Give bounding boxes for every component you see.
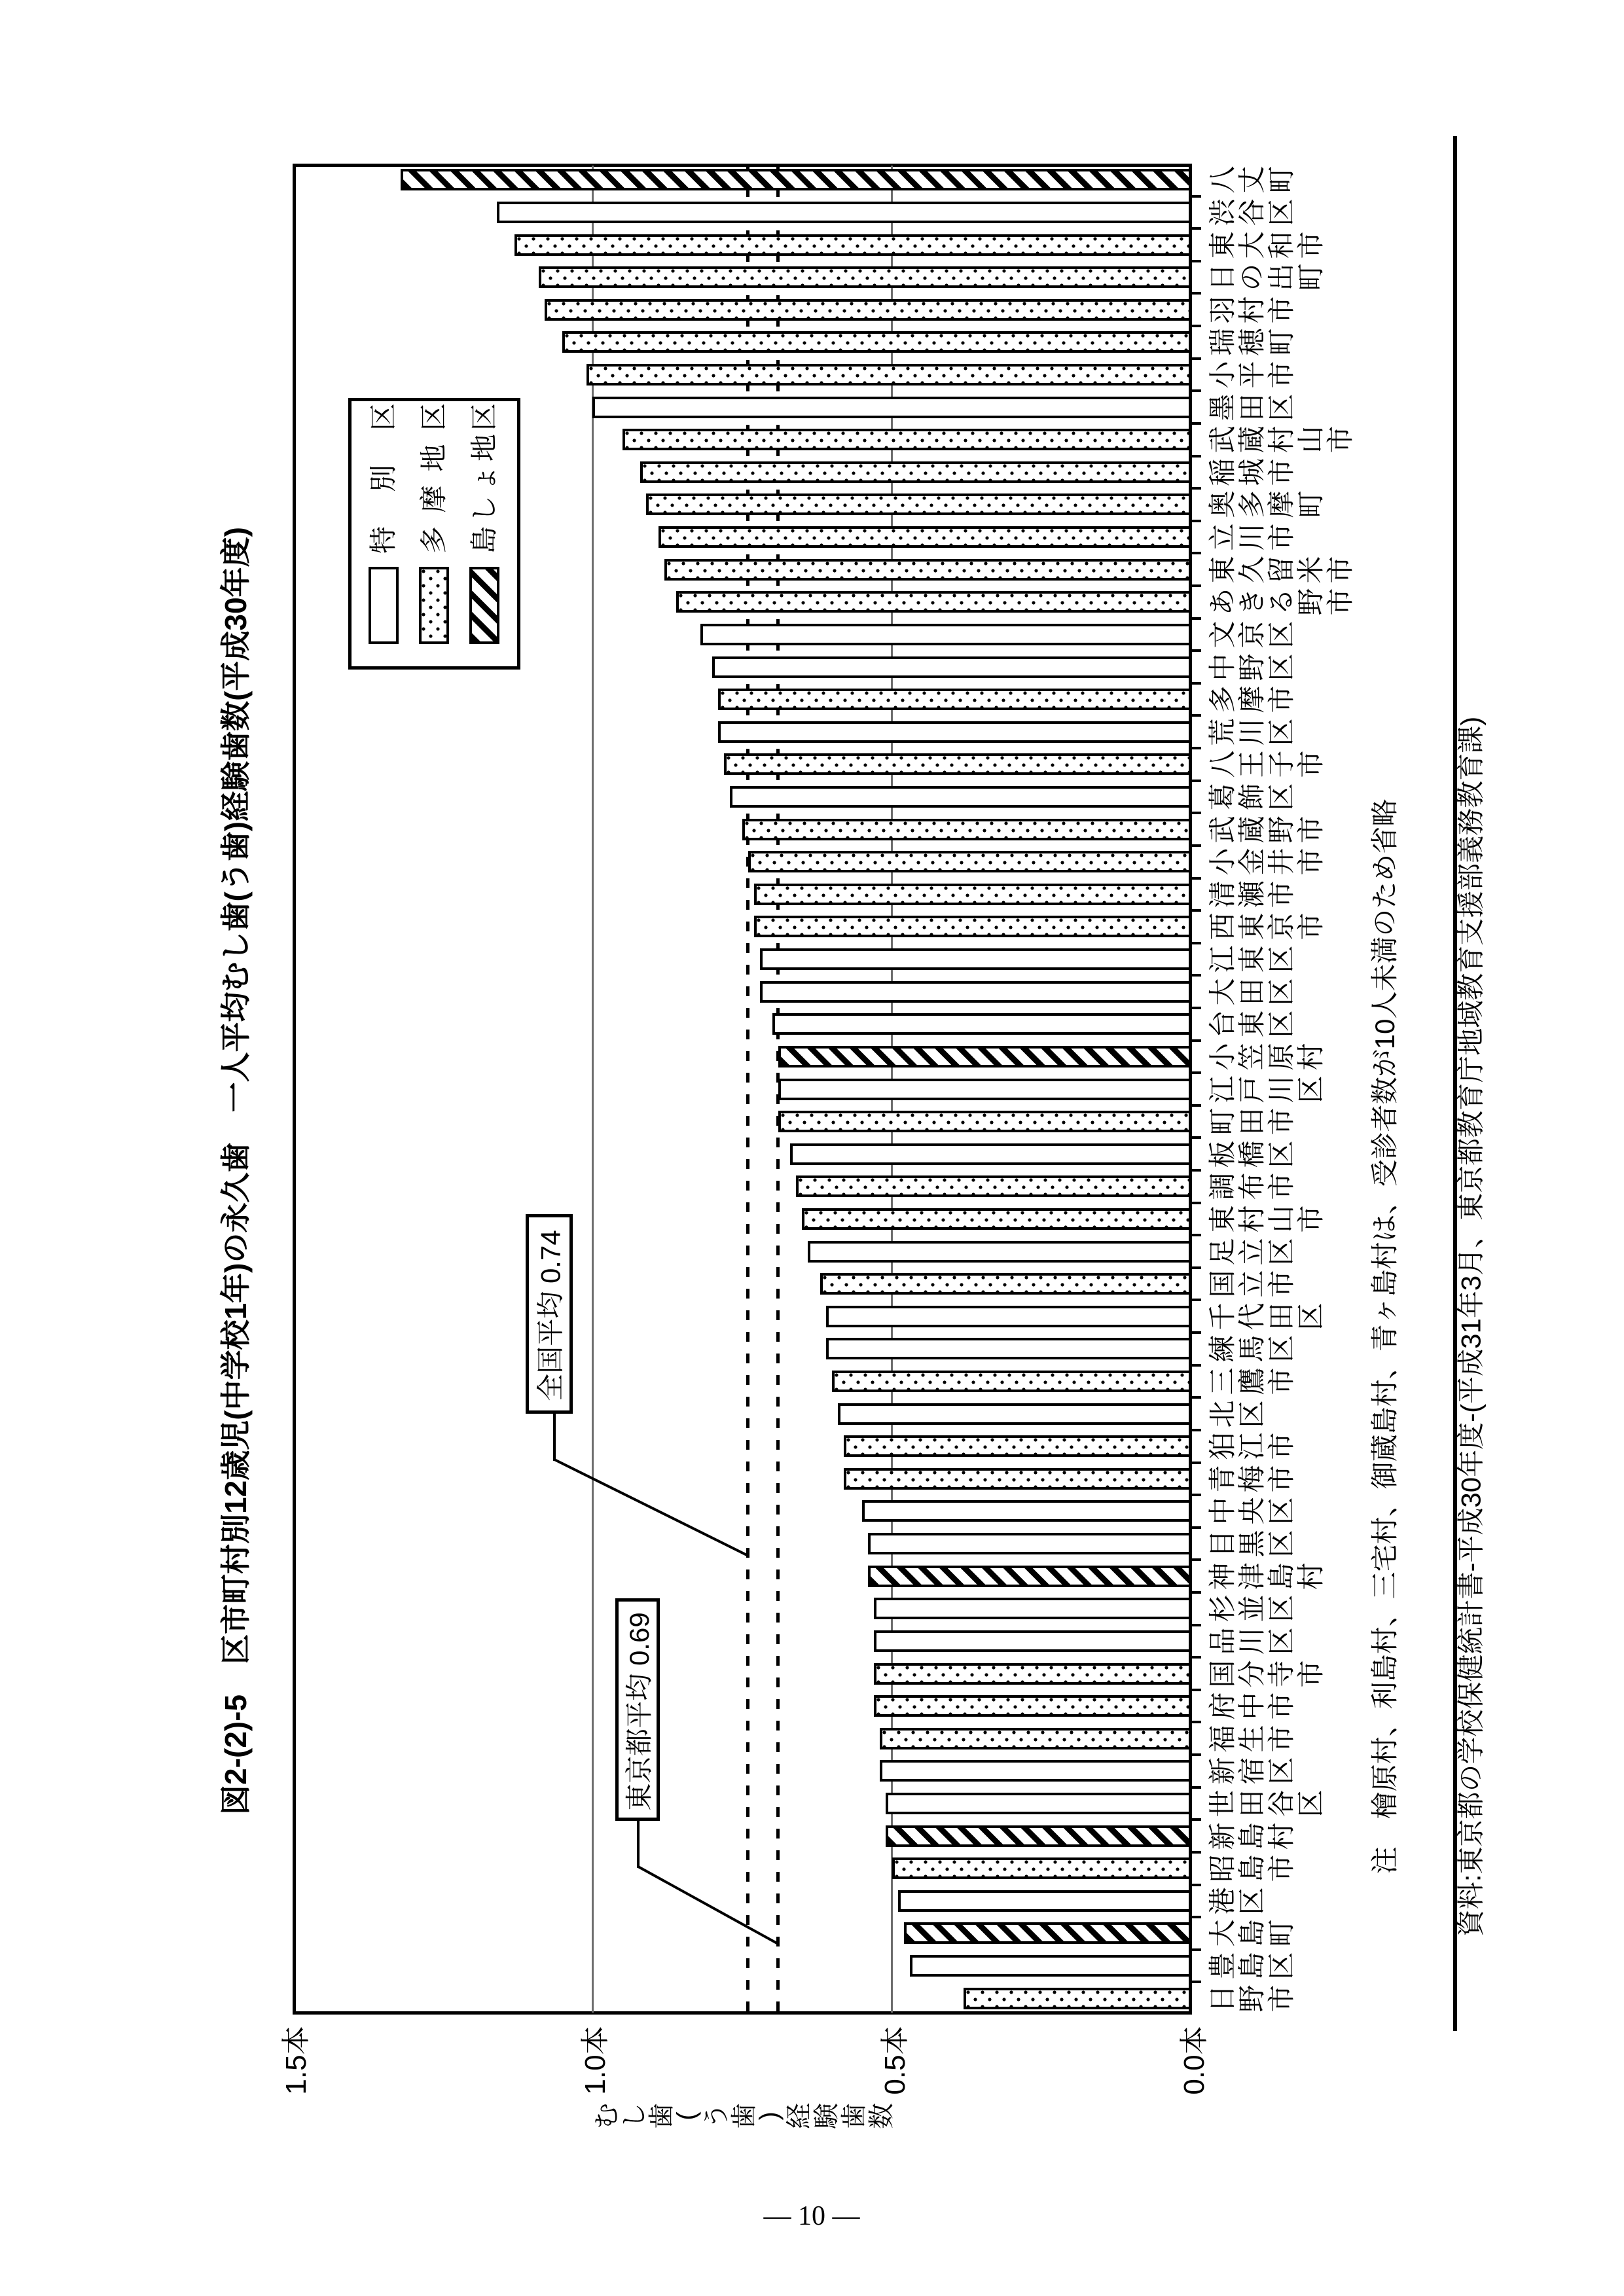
category-tick: [1191, 942, 1201, 944]
bar-label-調布市: 調 布 市: [1206, 1172, 1297, 1200]
category-tick: [1191, 227, 1201, 230]
category-tick: [1191, 1104, 1201, 1107]
bar-小平市: [586, 364, 1191, 386]
bar-板橋区: [790, 1143, 1191, 1165]
bar-国分寺市: [874, 1663, 1191, 1685]
bar-label-青梅市: 青 梅 市: [1206, 1465, 1297, 1493]
category-tick: [1191, 487, 1201, 490]
bar-label-八丈町: 八 丈 町: [1206, 166, 1297, 194]
category-tick: [1191, 682, 1201, 685]
bar-中央区: [862, 1500, 1191, 1522]
category-tick: [1191, 714, 1201, 717]
bar-label-墨田区: 墨 田 区: [1206, 393, 1297, 422]
bar-label-杉並区: 杉 並 区: [1206, 1594, 1297, 1623]
bar-label-渋谷区: 渋 谷 区: [1206, 198, 1297, 226]
legend-label-tama: 多摩地区: [418, 403, 449, 554]
bar-狛江市: [844, 1435, 1191, 1457]
bar-江戸川区: [778, 1079, 1191, 1100]
bar-大島町: [904, 1922, 1191, 1944]
bar-荒川区: [718, 721, 1191, 743]
category-tick: [1191, 1981, 1201, 1983]
bar-label-神津島村: 神 津 島 村: [1206, 1562, 1326, 1590]
category-tick: [1191, 325, 1201, 327]
category-tick: [1191, 1429, 1201, 1431]
bar-日の出町: [539, 266, 1191, 288]
bar-label-稲城市: 稲 城 市: [1206, 458, 1297, 486]
category-tick: [1191, 1494, 1201, 1496]
bar-武蔵村山市: [623, 429, 1191, 450]
category-tick: [1191, 1591, 1201, 1594]
category-tick: [1191, 649, 1201, 652]
bar-label-足立区: 足 立 区: [1206, 1238, 1297, 1266]
footnote-text: 注 檜原村、利島村、三宅村、御蔵島村、青ヶ島村は、受診者数が10人未満のため省略: [1369, 798, 1400, 1874]
legend-swatch-tama: [419, 567, 449, 644]
category-tick: [1191, 1753, 1201, 1756]
annotation-national-average: [526, 1214, 573, 1414]
bar-label-立川市: 立 川 市: [1206, 523, 1297, 551]
bar-label-日の出町: 日 の 出 町: [1206, 263, 1326, 291]
bar-label-福生市: 福 生 市: [1206, 1725, 1297, 1753]
bar-東久留米市: [664, 559, 1191, 581]
page-title: 図2-(2)-5 区市町村別12歳児(中学校1年)の永久歯 一人平均むし歯(う歯)経験歯数(平成30年度): [219, 527, 253, 1815]
category-tick: [1191, 844, 1201, 847]
bar-label-文京区: 文 京 区: [1206, 620, 1297, 649]
bar-label-江戸川区: 江 戸 川 区: [1206, 1075, 1326, 1103]
bar-千代田区: [826, 1306, 1191, 1327]
leader-line-national-vertical: [553, 1412, 556, 1461]
bar-label-西東京市: 西 東 京 市: [1206, 912, 1326, 941]
annotation-tokyo-average: [615, 1598, 660, 1821]
bar-中野区: [712, 656, 1191, 678]
annotation-national-average-label: 全国平均 0.74: [535, 1230, 566, 1401]
bar-調布市: [796, 1175, 1191, 1197]
bar-label-国立市: 国 立 市: [1206, 1270, 1297, 1298]
bar-三鷹市: [832, 1371, 1191, 1392]
category-tick: [1191, 877, 1201, 880]
category-tick: [1191, 1948, 1201, 1951]
category-tick: [1191, 1786, 1201, 1789]
bar-八王子市: [724, 753, 1191, 775]
bar-label-大島町: 大 島 町: [1206, 1919, 1297, 1947]
axis-tick-label-0.5本: 0.5本: [878, 2026, 911, 2095]
bar-墨田区: [592, 397, 1191, 418]
category-tick: [1191, 1624, 1201, 1626]
axis-tick-label-1.0本: 1.0本: [579, 2026, 611, 2095]
category-tick: [1191, 584, 1201, 587]
bar-練馬区: [826, 1338, 1191, 1359]
bar-西東京市: [754, 916, 1191, 937]
bar-あきる野市: [676, 591, 1191, 613]
bar-label-羽村市: 羽 村 市: [1206, 296, 1297, 324]
bar-label-東大和市: 東 大 和 市: [1206, 231, 1326, 259]
bar-label-中野区: 中 野 区: [1206, 653, 1297, 681]
category-tick: [1191, 195, 1201, 198]
bar-立川市: [659, 526, 1191, 548]
bar-label-小笠原村: 小 笠 原 村: [1206, 1043, 1326, 1071]
category-tick: [1191, 780, 1201, 782]
category-tick: [1191, 974, 1201, 977]
category-tick: [1191, 1364, 1201, 1367]
bar-label-町田市: 町 田 市: [1206, 1107, 1297, 1136]
category-tick: [1191, 617, 1201, 620]
bar-八丈町: [401, 169, 1191, 190]
bar-小笠原村: [778, 1046, 1191, 1067]
bar-label-目黒区: 目 黒 区: [1206, 1530, 1297, 1558]
bar-label-世田谷区: 世 田 谷 区: [1206, 1789, 1326, 1818]
bar-label-あきる野市: あ き る 野 市: [1206, 588, 1356, 616]
bar-新宿区: [880, 1760, 1191, 1782]
bar-杉並区: [874, 1598, 1191, 1619]
bar-label-清瀬市: 清 瀬 市: [1206, 880, 1297, 908]
bar-label-狛江市: 狛 江 市: [1206, 1432, 1297, 1460]
legend-label-island: 島しょ地区: [469, 403, 499, 554]
bar-国立市: [820, 1273, 1191, 1295]
category-tick: [1191, 1526, 1201, 1529]
category-tick: [1191, 1818, 1201, 1821]
category-tick: [1191, 260, 1201, 262]
bar-葛飾区: [730, 786, 1191, 808]
category-tick: [1191, 1851, 1201, 1854]
category-tick: [1191, 1884, 1201, 1886]
category-tick: [1191, 1721, 1201, 1723]
category-tick: [1191, 357, 1201, 360]
bar-台東区: [772, 1013, 1192, 1035]
bar-世田谷区: [886, 1793, 1191, 1814]
category-tick: [1191, 1266, 1201, 1269]
bar-label-東村山市: 東 村 山 市: [1206, 1205, 1326, 1233]
bar-label-瑞穂町: 瑞 穂 町: [1206, 328, 1297, 356]
bar-label-新宿区: 新 宿 区: [1206, 1757, 1297, 1785]
category-tick: [1191, 1558, 1201, 1561]
category-tick: [1191, 1234, 1201, 1236]
bar-足立区: [808, 1241, 1191, 1263]
bar-品川区: [874, 1630, 1191, 1652]
bar-東大和市: [514, 234, 1191, 256]
bar-渋谷区: [497, 202, 1191, 223]
annotation-tokyo-average-label: 東京都平均 0.69: [624, 1612, 655, 1811]
value-axis-title: む し 歯 ( う 歯 ) 経 験 歯 数: [592, 2103, 896, 2129]
page-number: — 10 —: [763, 2201, 860, 2231]
bar-label-板橋区: 板 橋 区: [1206, 1140, 1297, 1168]
bar-label-中央区: 中 央 区: [1206, 1497, 1297, 1525]
bar-神津島村: [868, 1566, 1191, 1587]
bar-label-小金井市: 小 金 井 市: [1206, 848, 1326, 876]
bar-label-千代田区: 千 代 田 区: [1206, 1302, 1326, 1331]
bar-label-日野市: 日 野 市: [1206, 1984, 1297, 2013]
bar-多摩市: [718, 689, 1191, 710]
bar-label-台東区: 台 東 区: [1206, 1010, 1297, 1038]
bar-label-大田区: 大 田 区: [1206, 978, 1297, 1006]
bar-江東区: [760, 948, 1191, 970]
category-tick: [1191, 747, 1201, 749]
bar-label-新島村: 新 島 村: [1206, 1822, 1297, 1850]
category-tick: [1191, 1396, 1201, 1399]
bar-label-葛飾区: 葛 飾 区: [1206, 783, 1297, 811]
bar-label-武蔵村山市: 武 蔵 村 山 市: [1206, 425, 1356, 454]
bar-label-品川区: 品 川 区: [1206, 1627, 1297, 1655]
bar-label-三鷹市: 三 鷹 市: [1206, 1367, 1297, 1395]
bar-瑞穂町: [562, 331, 1191, 353]
legend-swatch-ward: [369, 567, 399, 644]
bar-文京区: [700, 624, 1191, 645]
category-tick: [1191, 552, 1201, 554]
bar-東村山市: [802, 1208, 1191, 1230]
bar-町田市: [778, 1111, 1191, 1132]
bar-label-武蔵野市: 武 蔵 野 市: [1206, 816, 1326, 844]
bar-武蔵野市: [742, 819, 1191, 840]
category-tick: [1191, 1169, 1201, 1172]
bar-昭島市: [892, 1857, 1192, 1879]
bar-label-奥多摩町: 奥 多 摩 町: [1206, 490, 1326, 518]
bar-label-国分寺市: 国 分 寺 市: [1206, 1660, 1326, 1688]
bar-label-江東区: 江 東 区: [1206, 945, 1297, 973]
bar-大田区: [760, 981, 1191, 1003]
bar-奥多摩町: [646, 493, 1191, 515]
bar-清瀬市: [754, 884, 1191, 905]
axis-tick-label-1.5本: 1.5本: [280, 2026, 312, 2095]
bar-label-八王子市: 八 王 子 市: [1206, 750, 1326, 778]
bar-目黒区: [868, 1533, 1191, 1554]
bar-label-府中市: 府 中 市: [1206, 1692, 1297, 1720]
bar-label-北区: 北 区: [1206, 1400, 1267, 1428]
legend-swatch-island: [469, 567, 499, 644]
bar-青梅市: [844, 1468, 1191, 1490]
bar-label-多摩市: 多 摩 市: [1206, 685, 1297, 713]
category-tick: [1191, 520, 1201, 522]
bar-日野市: [964, 1988, 1191, 2009]
category-tick: [1191, 1916, 1201, 1918]
bar-新島村: [886, 1825, 1191, 1847]
bar-label-荒川区: 荒 川 区: [1206, 718, 1297, 746]
category-tick: [1191, 909, 1201, 912]
category-tick: [1191, 1136, 1201, 1139]
bar-府中市: [874, 1695, 1191, 1717]
bar-小金井市: [748, 851, 1191, 872]
bar-港区: [898, 1890, 1191, 1912]
bar-福生市: [880, 1728, 1191, 1749]
category-tick: [1191, 422, 1201, 425]
axis-tick-label-0.0本: 0.0本: [1178, 2026, 1210, 2095]
bar-北区: [838, 1403, 1191, 1425]
bar-label-昭島市: 昭 島 市: [1206, 1854, 1297, 1882]
leader-line-tokyo-vertical: [637, 1820, 640, 1868]
category-tick: [1191, 292, 1201, 295]
category-tick: [1191, 1656, 1201, 1659]
bar-羽村市: [545, 299, 1191, 321]
bar-label-豊島区: 豊 島 区: [1206, 1952, 1297, 1980]
bar-label-小平市: 小 平 市: [1206, 361, 1297, 389]
bar-label-練馬区: 練 馬 区: [1206, 1335, 1297, 1363]
category-tick: [1191, 389, 1201, 392]
category-tick: [1191, 1202, 1201, 1204]
bar-豊島区: [910, 1955, 1191, 1977]
source-text: 資料:東京都の学校保健統計書-平成30年度-(平成31年3月、東京都教育庁地域教育支援部義務教育課): [1455, 716, 1487, 1937]
value-gridline: [592, 166, 594, 2013]
category-tick: [1191, 1462, 1201, 1464]
category-tick: [1191, 1331, 1201, 1334]
bar-label-東久留米市: 東 久 留 米 市: [1206, 556, 1356, 584]
bar-label-港区: 港 区: [1206, 1887, 1267, 1915]
category-tick: [1191, 455, 1201, 457]
legend-label-ward: 特別区: [368, 403, 399, 554]
category-tick: [1191, 1071, 1201, 1074]
category-tick: [1191, 1299, 1201, 1301]
category-tick: [1191, 1039, 1201, 1042]
bar-稲城市: [640, 461, 1191, 483]
category-tick: [1191, 1007, 1201, 1009]
category-tick: [1191, 812, 1201, 814]
category-tick: [1191, 1689, 1201, 1691]
